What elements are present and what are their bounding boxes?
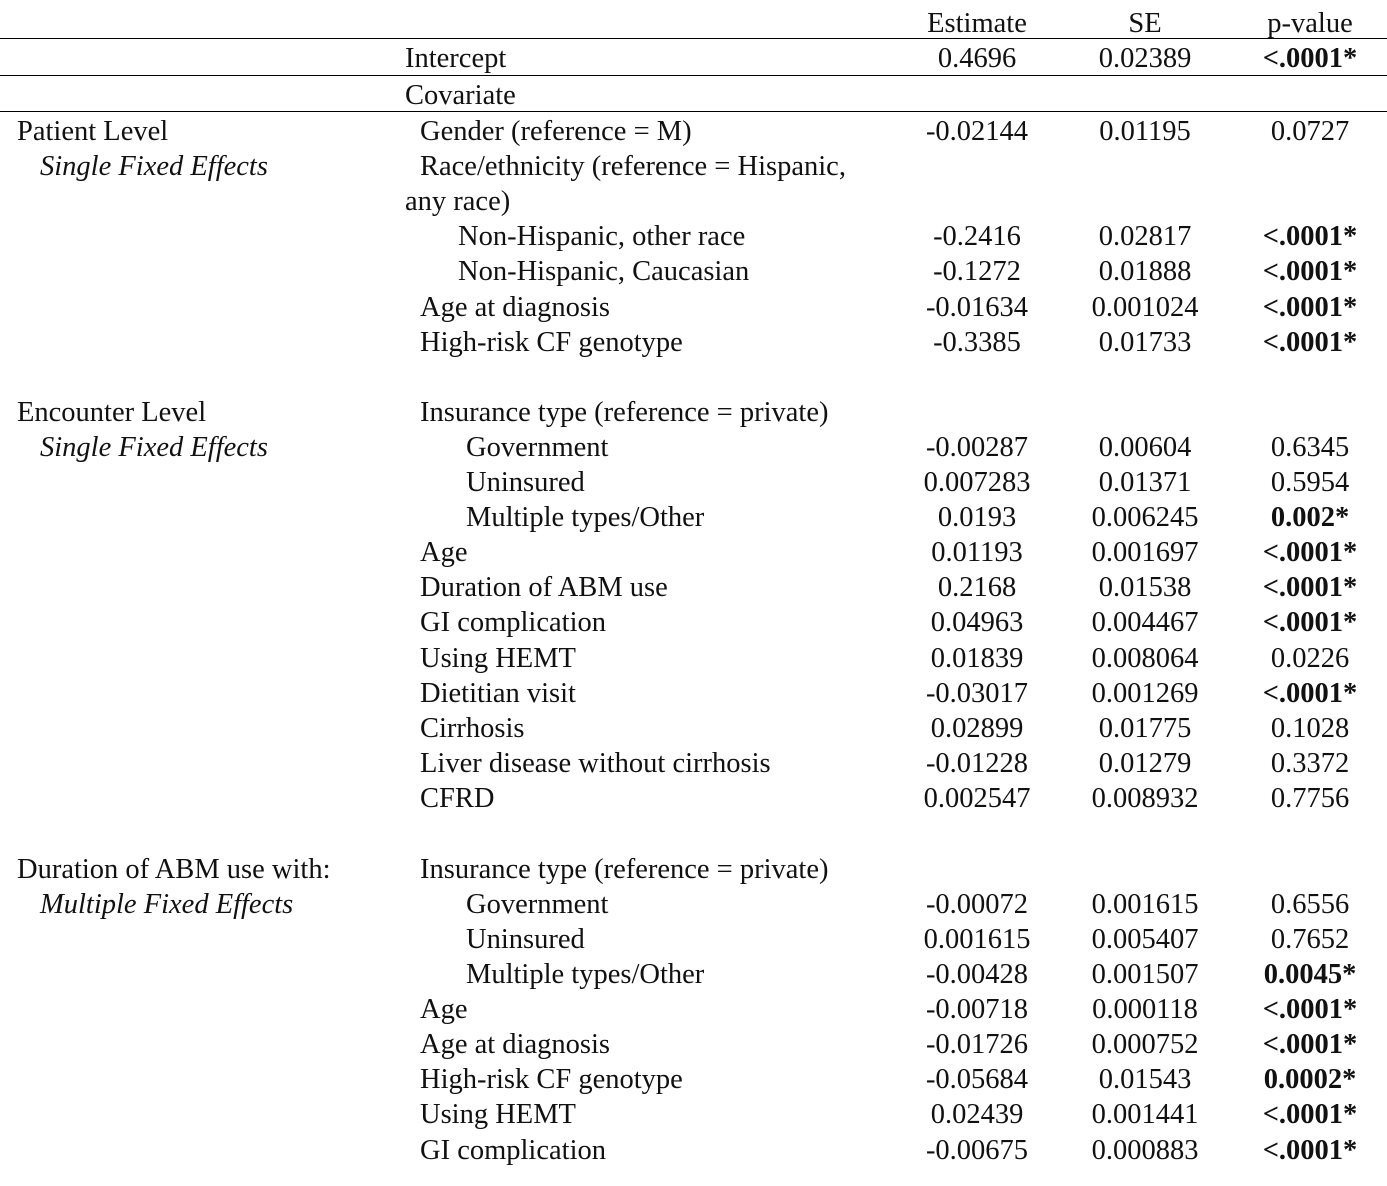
row-se: 0.001507	[1091, 959, 1199, 990]
row-se: 0.001269	[1091, 678, 1199, 709]
row-estimate: 0.002547	[923, 783, 1031, 814]
intercept-se: 0.02389	[1098, 43, 1192, 74]
row-label: Government	[466, 889, 609, 920]
row-estimate: -0.01726	[925, 1029, 1029, 1060]
row-label: GI complication	[420, 1135, 606, 1166]
row-se: 0.001441	[1091, 1099, 1199, 1130]
row-estimate: 0.007283	[923, 467, 1031, 498]
group-subtitle-encounter: Single Fixed Effects	[40, 432, 268, 463]
row-se: 0.000752	[1091, 1029, 1199, 1060]
row-pvalue: 0.0045*	[1263, 959, 1357, 990]
row-label: Age at diagnosis	[420, 292, 610, 323]
row-pvalue: <.0001*	[1262, 1099, 1358, 1130]
row-pvalue: 0.7756	[1270, 783, 1350, 814]
row-se: 0.001697	[1091, 537, 1199, 568]
group-name-encounter: Encounter Level	[17, 397, 207, 428]
row-label: any race)	[405, 186, 511, 217]
row-estimate: -0.00428	[925, 959, 1029, 990]
covariate-rule	[0, 111, 1387, 112]
row-label: Using HEMT	[420, 643, 576, 674]
row-se: 0.001615	[1091, 889, 1199, 920]
row-se: 0.01775	[1098, 713, 1192, 744]
row-se: 0.01888	[1098, 256, 1192, 287]
row-estimate: -0.05684	[925, 1064, 1029, 1095]
row-label: Multiple types/Other	[466, 959, 705, 990]
row-estimate: -0.00675	[925, 1135, 1029, 1166]
row-label: CFRD	[420, 783, 495, 814]
header-pvalue: p-value	[1267, 8, 1353, 39]
row-label: Liver disease without cirrhosis	[420, 748, 771, 779]
row-estimate: -0.00287	[925, 432, 1029, 463]
row-estimate: -0.00718	[925, 994, 1029, 1025]
row-estimate: 0.04963	[930, 607, 1024, 638]
row-label: Uninsured	[466, 467, 585, 498]
row-label: Gender (reference = M)	[420, 116, 692, 147]
row-pvalue: 0.7652	[1270, 924, 1350, 955]
row-estimate: 0.02899	[930, 713, 1024, 744]
header-se: SE	[1128, 8, 1162, 39]
row-label: Age	[420, 994, 468, 1025]
row-se: 0.005407	[1091, 924, 1199, 955]
group-subtitle-patient: Single Fixed Effects	[40, 151, 268, 182]
row-estimate: -0.1272	[933, 256, 1021, 287]
row-se: 0.01543	[1098, 1064, 1192, 1095]
row-label: Non-Hispanic, other race	[458, 221, 746, 252]
row-label: Cirrhosis	[420, 713, 525, 744]
row-label: Using HEMT	[420, 1099, 576, 1130]
row-pvalue: 0.0002*	[1263, 1064, 1357, 1095]
row-se: 0.02817	[1098, 221, 1192, 252]
row-se: 0.01538	[1098, 572, 1192, 603]
intercept-label: Intercept	[405, 43, 507, 74]
row-se: 0.006245	[1091, 502, 1199, 533]
row-estimate: -0.2416	[933, 221, 1021, 252]
row-pvalue: 0.3372	[1270, 748, 1350, 779]
row-pvalue: 0.0727	[1270, 116, 1350, 147]
row-label: Government	[466, 432, 609, 463]
row-se: 0.00604	[1098, 432, 1192, 463]
row-pvalue: <.0001*	[1262, 1135, 1358, 1166]
row-label: Multiple types/Other	[466, 502, 705, 533]
row-se: 0.01733	[1098, 327, 1192, 358]
intercept-rule	[0, 75, 1387, 76]
row-estimate: 0.2168	[937, 572, 1017, 603]
row-estimate: -0.01634	[925, 292, 1029, 323]
row-pvalue: 0.5954	[1270, 467, 1350, 498]
group-name-patient: Patient Level	[17, 116, 169, 147]
row-pvalue: <.0001*	[1262, 994, 1358, 1025]
row-label: Race/ethnicity (reference = Hispanic,	[420, 151, 846, 182]
row-pvalue: <.0001*	[1262, 537, 1358, 568]
row-pvalue: 0.6556	[1270, 889, 1350, 920]
row-pvalue: 0.002*	[1270, 502, 1350, 533]
row-estimate: 0.01193	[931, 537, 1023, 568]
row-pvalue: <.0001*	[1262, 221, 1358, 252]
row-se: 0.01195	[1099, 116, 1191, 147]
row-se: 0.008932	[1091, 783, 1199, 814]
row-pvalue: <.0001*	[1262, 678, 1358, 709]
row-se: 0.008064	[1091, 643, 1199, 674]
row-estimate: 0.0193	[937, 502, 1017, 533]
row-se: 0.004467	[1091, 607, 1199, 638]
row-estimate: -0.01228	[925, 748, 1029, 779]
row-se: 0.000118	[1092, 994, 1198, 1025]
row-label: Non-Hispanic, Caucasian	[458, 256, 750, 287]
row-label: Uninsured	[466, 924, 585, 955]
row-se: 0.01279	[1098, 748, 1192, 779]
group-name-duration: Duration of ABM use with:	[17, 854, 331, 885]
row-estimate: 0.01839	[930, 643, 1024, 674]
intercept-pvalue: <.0001*	[1262, 43, 1358, 74]
row-se: 0.000883	[1091, 1135, 1199, 1166]
row-pvalue: <.0001*	[1262, 292, 1358, 323]
row-pvalue: <.0001*	[1262, 327, 1358, 358]
row-se: 0.01371	[1098, 467, 1192, 498]
row-label: Dietitian visit	[420, 678, 576, 709]
row-label: Insurance type (reference = private)	[420, 397, 829, 428]
row-pvalue: <.0001*	[1262, 572, 1358, 603]
row-pvalue: 0.0226	[1270, 643, 1350, 674]
row-pvalue: <.0001*	[1262, 607, 1358, 638]
row-estimate: -0.3385	[933, 327, 1021, 358]
row-pvalue: 0.6345	[1270, 432, 1350, 463]
row-label: GI complication	[420, 607, 606, 638]
covariate-heading: Covariate	[405, 80, 516, 111]
row-label: Duration of ABM use	[420, 572, 668, 603]
intercept-estimate: 0.4696	[937, 43, 1017, 74]
row-label: Age at diagnosis	[420, 1029, 610, 1060]
group-subtitle-duration: Multiple Fixed Effects	[40, 889, 294, 920]
row-label: High-risk CF genotype	[420, 1064, 683, 1095]
header-estimate: Estimate	[927, 8, 1027, 39]
row-label: Age	[420, 537, 468, 568]
row-estimate: 0.02439	[930, 1099, 1024, 1130]
row-pvalue: <.0001*	[1262, 256, 1358, 287]
row-pvalue: <.0001*	[1262, 1029, 1358, 1060]
row-estimate: 0.001615	[923, 924, 1031, 955]
row-label: Insurance type (reference = private)	[420, 854, 829, 885]
row-estimate: -0.02144	[925, 116, 1029, 147]
row-estimate: -0.03017	[925, 678, 1029, 709]
row-label: High-risk CF genotype	[420, 327, 683, 358]
row-se: 0.001024	[1091, 292, 1199, 323]
row-pvalue: 0.1028	[1270, 713, 1350, 744]
top-rule	[0, 38, 1387, 39]
row-estimate: -0.00072	[925, 889, 1029, 920]
